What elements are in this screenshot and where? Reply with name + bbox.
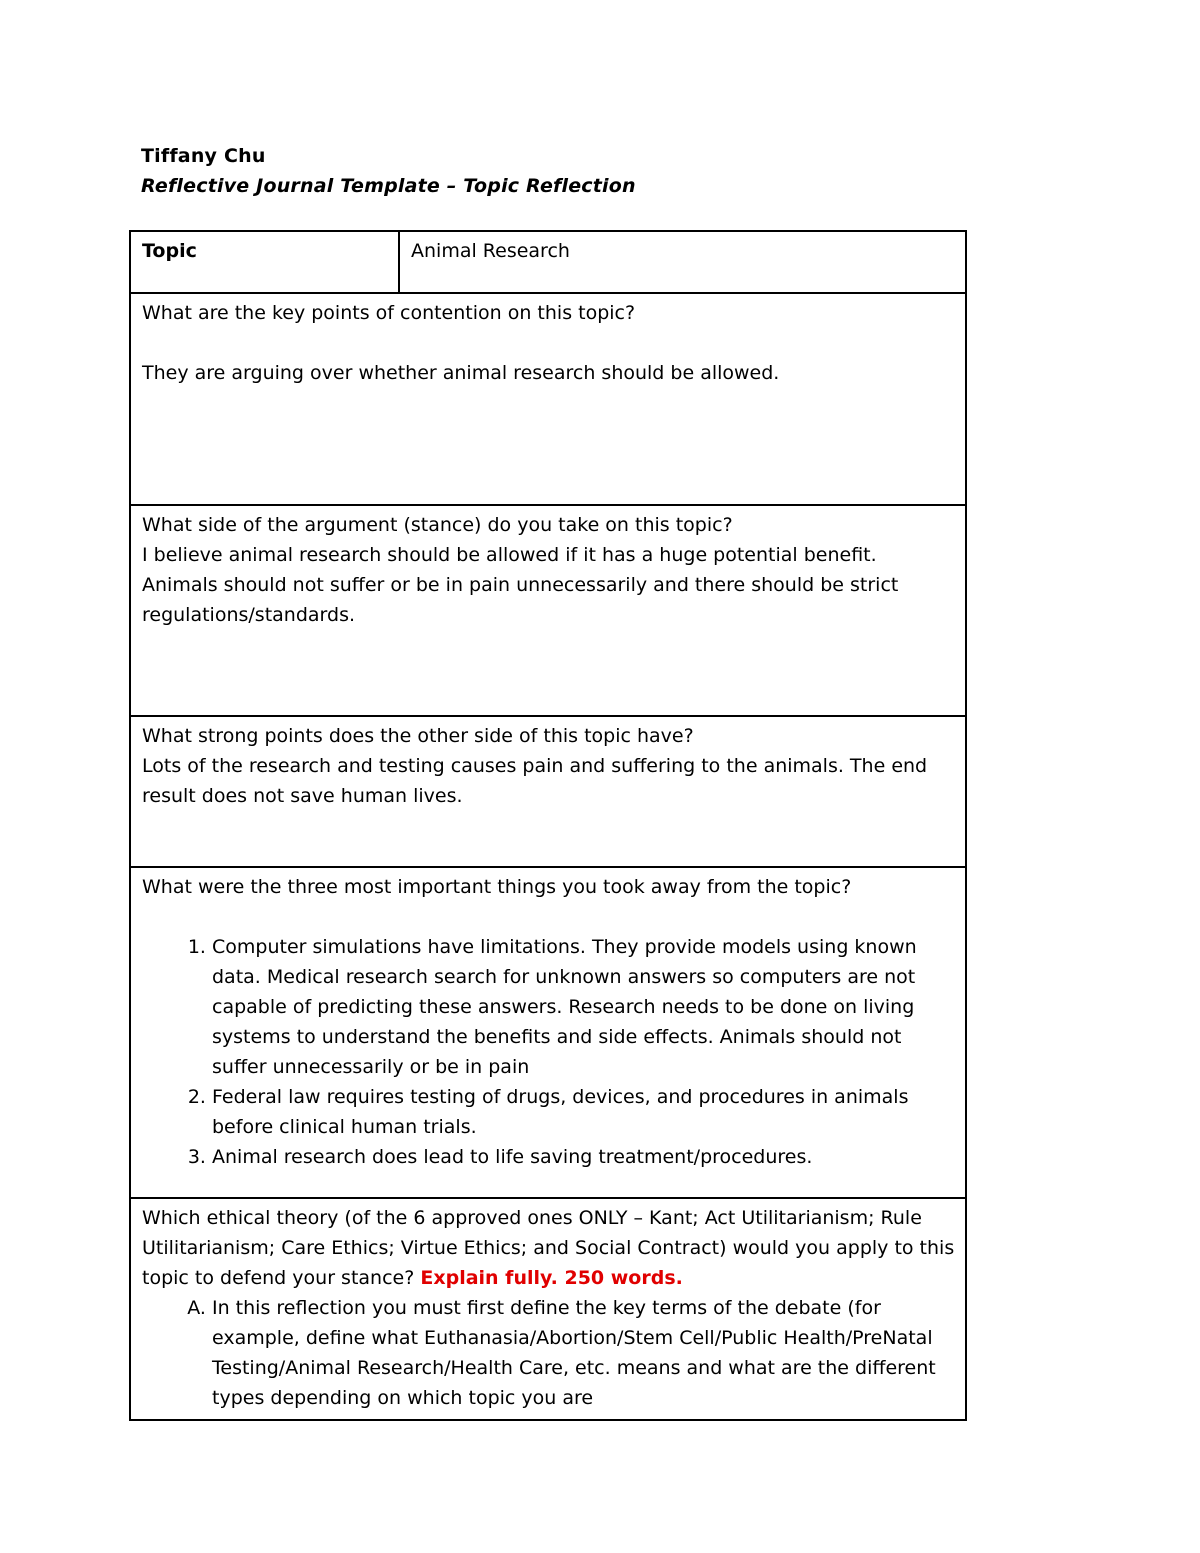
topic-label-cell: [130, 231, 399, 293]
ethics-row: [130, 1198, 966, 1420]
other-side-question: What strong points does the other side of this topic have?: [142, 725, 694, 747]
document-title: Reflective Journal Template – Topic Reflection: [141, 175, 636, 197]
ethics-sub-list: [142, 1293, 955, 1413]
ethics-sub-item: A. In this reflection you must first define the key terms of the debate (for example, define what Euthanasia/Abortion/Stem Cell/Public Health/PreNatal Testing/Animal Research/Health Care, etc. means and what are the different types depending on which topic you are: [212, 1293, 955, 1413]
ethics-question-text: Which ethical theory (of the 6 approved ones ONLY – Kant; Act Utilitarianism; Rule Utilitarianism; Care Ethics; Virtue Ethics; and Social Contract) would you apply to this topic to defend your stance?: [142, 1207, 955, 1289]
stance-question: What side of the argument (stance) do you take on this topic?: [142, 514, 733, 536]
contention-row: [130, 293, 966, 505]
reflection-table: [129, 230, 967, 1421]
takeaways-question: What were the three most important things you took away from the topic?: [142, 876, 852, 898]
other-side-answer: Lots of the research and testing causes pain and suffering to the animals. The end result does not save human lives.: [142, 755, 928, 807]
ethics-question: [142, 1203, 955, 1293]
other-side-cell: [130, 716, 966, 867]
takeaways-list: [142, 932, 955, 1172]
topic-row: [130, 231, 966, 293]
stance-cell: [130, 505, 966, 716]
takeaway-item: 3. Animal research does lead to life saving treatment/procedures.: [212, 1142, 955, 1172]
contention-cell: [130, 293, 966, 505]
takeaway-item: 1. Computer simulations have limitations. They provide models using known data. Medical research search for unknown answers so computers are not capable of predicting these answers. Research needs to be done on living systems to understand the benefits and side effects. Animals should not suffer unnecessarily or be in pain: [212, 932, 955, 1082]
ethics-emphasis: Explain fully. 250 words.: [420, 1267, 683, 1289]
topic-value-cell: [399, 231, 966, 293]
takeaways-row: [130, 867, 966, 1198]
contention-question: What are the key points of contention on this topic?: [142, 302, 636, 324]
topic-label: Topic: [142, 240, 197, 262]
contention-answer: They are arguing over whether animal research should be allowed.: [142, 362, 780, 384]
takeaways-cell: [130, 867, 966, 1198]
topic-value: Animal Research: [411, 240, 570, 262]
ethics-cell: [130, 1198, 966, 1420]
other-side-row: [130, 716, 966, 867]
stance-answer: I believe animal research should be allowed if it has a huge potential benefit. Animals should not suffer or be in pain unnecessarily and there should be strict regulations/standards.: [142, 544, 899, 626]
takeaway-item: 2. Federal law requires testing of drugs, devices, and procedures in animals before clinical human trials.: [212, 1082, 955, 1142]
spacer: [142, 328, 955, 358]
spacer: [142, 902, 955, 932]
author-name: Tiffany Chu: [141, 145, 266, 167]
stance-row: [130, 505, 966, 716]
